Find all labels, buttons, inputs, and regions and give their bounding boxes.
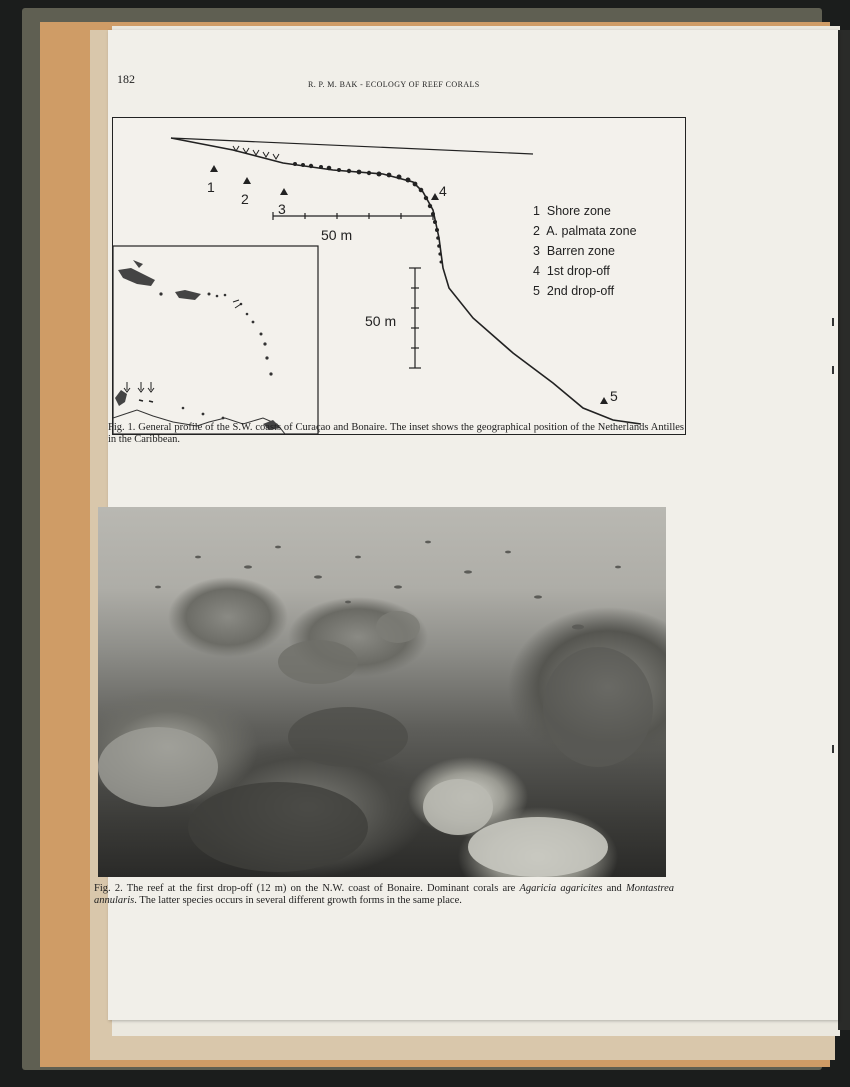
species-name: Montastrea annularis — [94, 883, 674, 906]
legend-item: 5 2nd drop-off — [533, 284, 615, 298]
coral-dots — [293, 162, 443, 264]
marker-1-triangle — [210, 165, 218, 172]
caribbean-inset-map — [113, 246, 318, 434]
marker-3-label: 3 — [278, 201, 286, 217]
running-head: R. P. M. BAK - ECOLOGY OF REEF CORALS — [308, 80, 480, 89]
legend-item: 4 1st drop-off — [533, 264, 610, 278]
legend-item: 1 Shore zone — [533, 204, 611, 218]
figure-2-caption — [94, 883, 674, 906]
marker-2-triangle — [243, 177, 251, 184]
figure-1-caption: Fig. 1. General profile of the S.W. coasts of Curaçao and Bonaire. The inset shows the geographical position of the Netherlands Antilles in the Caribbean. — [108, 422, 684, 445]
page-tab-mark — [832, 318, 834, 326]
marker-2-label: 2 — [241, 191, 249, 207]
page-tab-mark — [832, 366, 834, 374]
figure-legend — [533, 204, 637, 298]
legend-item: 2 A. palmata zone — [533, 224, 637, 238]
marker-4-triangle — [431, 193, 439, 200]
page-number: 182 — [117, 72, 135, 86]
page-tab-mark — [832, 745, 834, 753]
horizontal-scale-label: 50 m — [321, 227, 353, 243]
marker-4-label: 4 — [439, 183, 447, 199]
scan-edge — [838, 30, 850, 1030]
coral-heads — [98, 611, 653, 877]
figure-1-profile — [112, 117, 686, 435]
marker-3-triangle — [280, 188, 288, 195]
caption-text: . The latter species occurs in several different growth forms in the same place. — [134, 894, 462, 906]
marker-5-label: 5 — [610, 388, 618, 404]
caption-text: Fig. 2. The reef at the first drop-off (12 m) on the N.W. coast of Bonaire. Dominant corals are — [94, 883, 520, 894]
figure-2-reef-photo — [98, 507, 666, 877]
horizontal-scale-bar — [273, 212, 433, 220]
vertical-scale-bar — [409, 268, 421, 368]
vertical-scale-label: 50 m — [365, 313, 397, 329]
marker-5-triangle — [600, 397, 608, 404]
caption-text: and — [602, 883, 626, 894]
species-name: Agaricia agaricites — [519, 883, 603, 894]
marker-1-label: 1 — [207, 179, 215, 195]
legend-item: 3 Barren zone — [533, 244, 615, 258]
